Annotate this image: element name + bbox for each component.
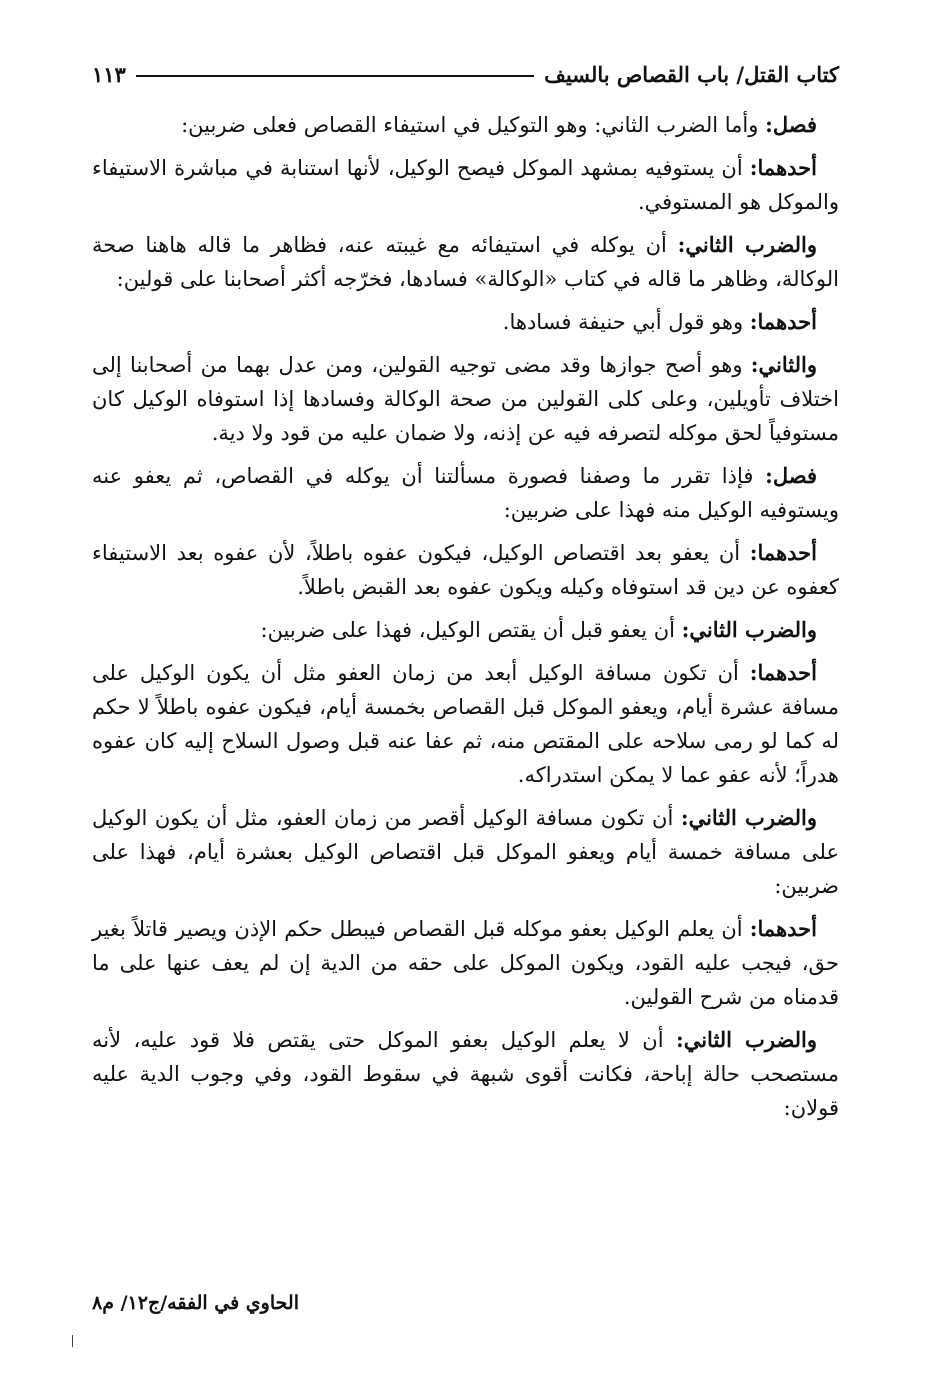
paragraph-text: وهو أصح جوازها وقد مضى توجيه القولين، ومن عدل بهما من أصحابنا إلى اختلاف تأويلين، وعلى كلى القولين من صحة الوكالة وفسادها إذا استوفاه الوكيل كان مستوفياً لحق موكله لتصرفه فيه عن إذنه، ولا ضمان عليه من قود ولا دية. (92, 353, 839, 445)
paragraph-text: أن يعفو بعد اقتصاص الوكيل، فيكون عفوه باطلاً، لأن عفوه بعد الاستيفاء كعفوه عن دين قد استوفاه وكيله ويكون عفوه بعد القبض باطلاً. (92, 541, 839, 599)
paragraph (92, 613, 839, 647)
paragraph-text: أن يعلم الوكيل بعفو موكله قبل القصاص فيبطل حكم الإذن ويصير قاتلاً بغير حق، فيجب عليه القود، ويكون الموكل على حقه من الدية إن لم يعف عنها على ما قدمناه من شرح القولين. (92, 917, 839, 1009)
paragraph-text: أن يستوفيه بمشهد الموكل فيصح الوكيل، لأنها استنابة في مباشرة الاستيفاء والموكل هو المستوفي. (92, 156, 839, 214)
paragraph (92, 656, 839, 792)
paragraph-lead: أحدهما: (749, 155, 817, 180)
paragraph (92, 108, 839, 142)
header-rule (136, 75, 534, 77)
paragraph-lead: والضرب الثاني: (677, 232, 817, 257)
paragraph (92, 305, 839, 339)
paragraph (92, 151, 839, 219)
paragraph-lead: والثاني: (750, 352, 817, 377)
paragraph-lead: والضرب الثاني: (681, 617, 817, 642)
paragraph-lead: أحدهما: (749, 540, 817, 565)
paragraph-lead: فصل: (765, 463, 817, 488)
paragraph-lead: أحدهما: (749, 916, 817, 941)
paragraph-text: أن يوكله في استيفائه مع غيبته عنه، فظاهر ما قاله هاهنا صحة الوكالة، وظاهر ما قاله في كتاب «الوكالة» فسادها، فخرّجه أكثر أصحابنا على قولين: (92, 233, 839, 291)
paragraph (92, 1023, 839, 1125)
scan-artifact (72, 1335, 73, 1347)
paragraph-lead: أحدهما: (749, 309, 817, 334)
paragraph-text: وهو قول أبي حنيفة فسادها. (502, 310, 750, 334)
paragraph-lead: أحدهما: (749, 660, 817, 685)
paragraph-text: أن تكون مسافة الوكيل أقصر من زمان العفو، مثل أن يكون الوكيل على مسافة خمسة أيام ويعفو الموكل قبل اقتصاص الوكيل بعشرة أيام، فهذا على ضربين: (92, 806, 839, 898)
paragraph (92, 459, 839, 527)
paragraph-text: فإذا تقرر ما وصفنا فصورة مسألتنا أن يوكله في القصاص، ثم يعفو عنه ويستوفيه الوكيل منه فهذا على ضربين: (92, 464, 839, 522)
paragraph-text: أن يعفو قبل أن يقتص الوكيل، فهذا على ضربين: (260, 618, 682, 642)
main-text (92, 108, 839, 1134)
signature-mark: الحاوي في الفقه/ج١٢/ م٨ (92, 1292, 299, 1314)
paragraph (92, 228, 839, 296)
page-footer (92, 1292, 839, 1322)
paragraph-lead: والضرب الثاني: (680, 805, 818, 830)
paragraph (92, 536, 839, 604)
paragraph-text: وأما الضرب الثاني: وهو التوكيل في استيفاء القصاص فعلى ضربين: (181, 113, 766, 137)
page-number: ١١٣ (92, 61, 126, 87)
paragraph (92, 348, 839, 450)
running-header (92, 58, 839, 90)
paragraph (92, 912, 839, 1014)
chapter-title: كتاب القتل/ باب القصاص بالسيف (544, 61, 839, 87)
paragraph-text: أن تكون مسافة الوكيل أبعد من زمان العفو مثل أن يكون الوكيل على مسافة عشرة أيام، ويعفو الموكل قبل القصاص بخمسة أيام، فيكون عفوه باطلاً لا حكم له كما لو رمى سلاحه على المقتص منه، ثم عفا عنه قبل وصول السلاح إليه كان عفوه هدراً؛ لأنه عفو عما لا يمكن استدراكه. (92, 661, 839, 787)
paragraph-lead: فصل: (765, 112, 817, 137)
paragraph-lead: والضرب الثاني: (675, 1027, 817, 1052)
paragraph-text: أن لا يعلم الوكيل بعفو الموكل حتى يقتص فلا قود عليه، لأنه مستصحب حالة إباحة، فكانت أقوى شبهة في سقوط القود، وفي وجوب الدية عليه قولان: (92, 1028, 839, 1120)
paragraph (92, 801, 839, 903)
